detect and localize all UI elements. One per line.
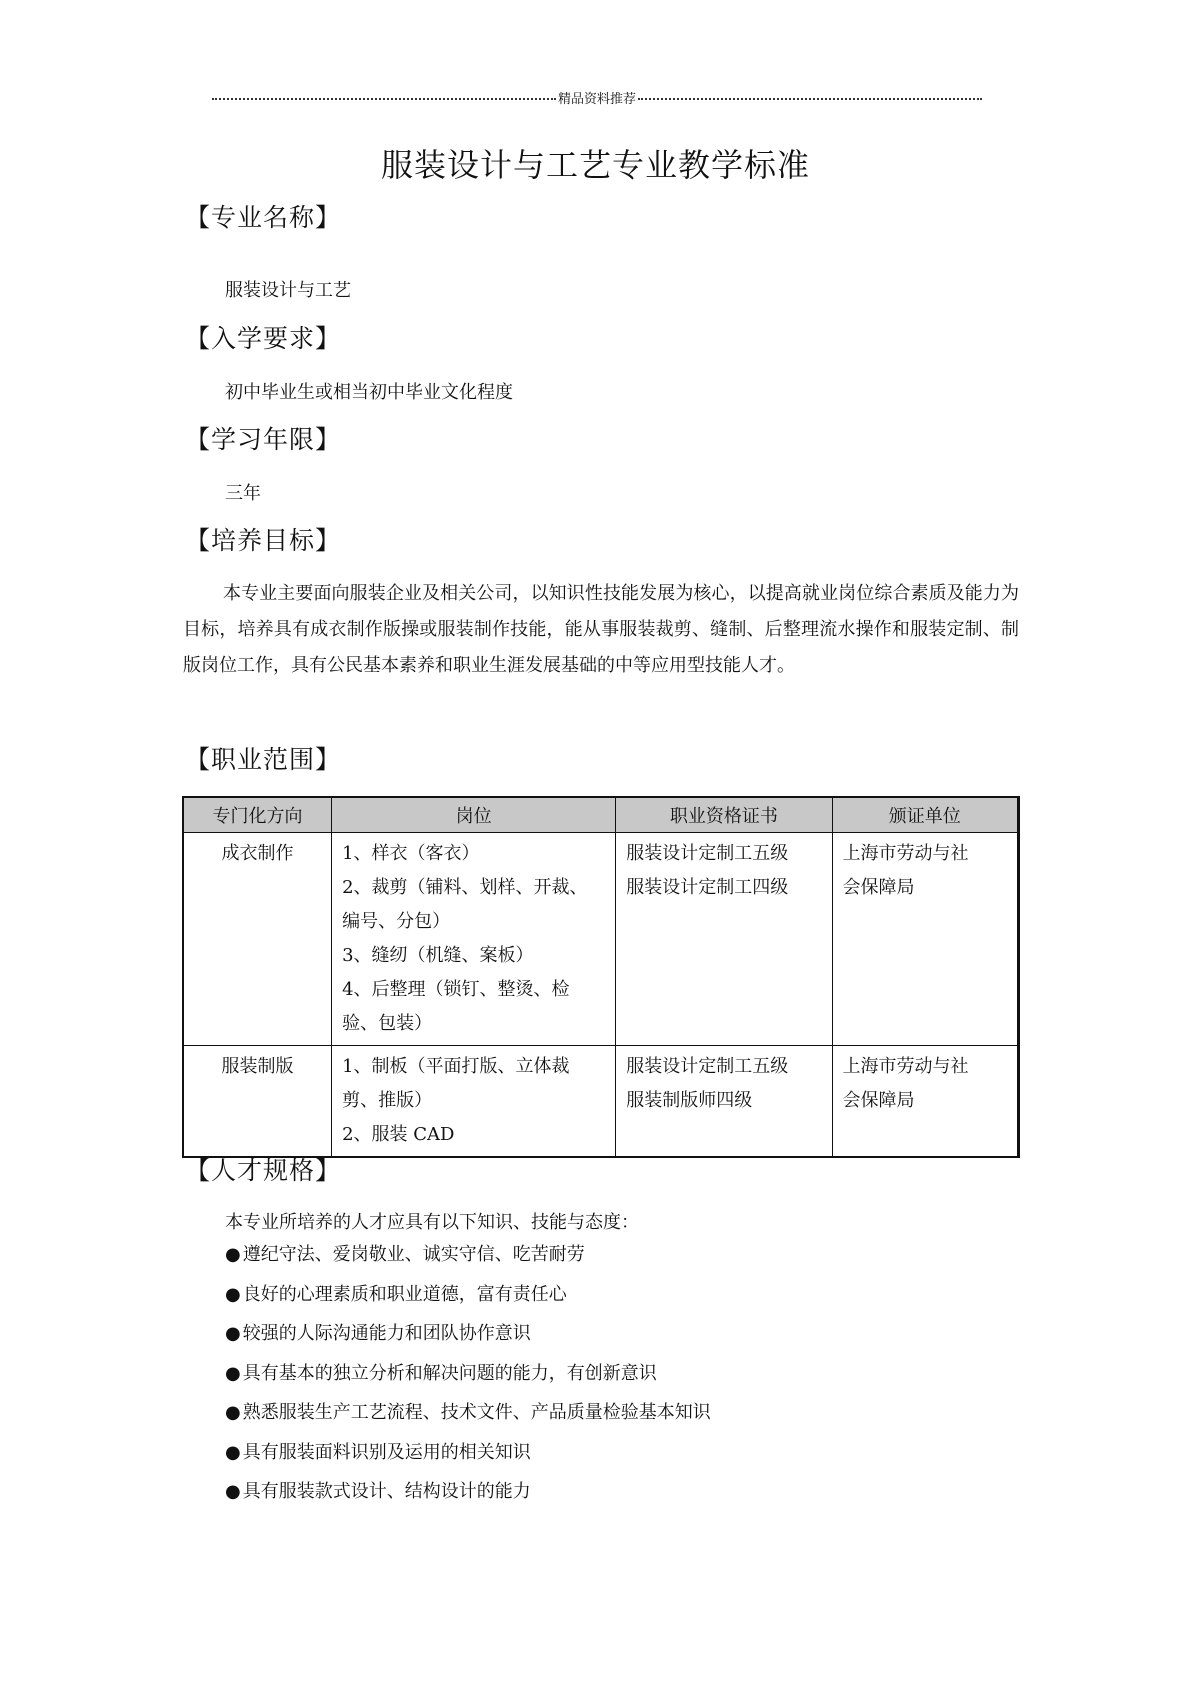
positions-cell	[332, 1046, 616, 1158]
col-header-position: 岗位	[332, 797, 616, 833]
issuer-line: 会保障局	[842, 877, 915, 898]
table-row	[183, 1046, 1019, 1158]
bullet-dot: ●	[225, 1402, 241, 1423]
list-item	[225, 1354, 711, 1394]
list-item-text: 良好的心理素质和职业道德，富有责任心	[242, 1283, 567, 1305]
position-line: 3、缝纫（机缝、案板）	[342, 945, 534, 966]
heading-duration: 【学习年限】	[185, 425, 342, 454]
list-item	[225, 1433, 711, 1473]
major-name-text: 服装设计与工艺	[225, 280, 351, 301]
position-line: 2、裁剪（铺料、划样、开裁、	[342, 877, 588, 898]
list-item	[225, 1275, 711, 1315]
list-item-text: 具有基本的独立分析和解决问题的能力，有创新意识	[242, 1362, 657, 1384]
list-item	[225, 1393, 711, 1433]
admission-text: 初中毕业生或相当初中毕业文化程度	[225, 382, 513, 403]
certificate-line: 服装设计定制工五级	[626, 843, 789, 864]
bullet-dot: ●	[225, 1244, 241, 1265]
certificate-line: 服装制版师四级	[626, 1090, 753, 1111]
list-item-text: 较强的人际沟通能力和团队协作意识	[242, 1323, 531, 1344]
position-line: 验、包装）	[342, 1013, 433, 1034]
bullet-dot: ●	[225, 1481, 241, 1502]
col-header-issuer: 颁证单位	[832, 797, 1018, 833]
page-header	[212, 86, 982, 108]
heading-admission: 【入学要求】	[185, 324, 342, 353]
heading-objective: 【培养目标】	[185, 526, 342, 555]
document-title: 服装设计与工艺专业教学标准	[380, 146, 810, 184]
bullet-dot: ●	[225, 1283, 241, 1305]
career-table-header-row	[183, 797, 1019, 833]
position-line: 编号、分包）	[342, 911, 451, 932]
position-line: 剪、推版）	[342, 1090, 433, 1111]
objective-text: 本专业主要面向服装企业及相关公司，以知识性技能发展为核心，以提高就业岗位综合素质及能力为目标，培养具有成衣制作版操或服装制作技能，能从事服装裁剪、缝制、后整理流水操作和服装定制、制版岗位工作，具有公民基本素养和职业生涯发展基础的中等应用型技能人才。	[183, 583, 1019, 676]
issuer-line: 上海市劳动与社	[842, 1056, 969, 1077]
talent-list	[225, 1235, 711, 1512]
header-text: 精品资料推荐	[558, 91, 637, 107]
bullet-dot: ●	[225, 1323, 241, 1344]
list-item-text: 具有服装款式设计、结构设计的能力	[242, 1481, 531, 1502]
list-item-text: 遵纪守法、爱岗敬业、诚实守信、吃苦耐劳	[242, 1244, 585, 1265]
certificates-cell	[616, 833, 832, 1046]
career-table	[182, 796, 1020, 1158]
col-header-certificate: 职业资格证书	[616, 797, 832, 833]
bullet-dot: ●	[225, 1441, 241, 1463]
certificate-line: 服装设计定制工五级	[626, 1056, 789, 1077]
header-dots-left	[212, 98, 556, 100]
certificate-line: 服装设计定制工四级	[626, 877, 789, 898]
certificates-cell	[616, 1046, 832, 1158]
issuer-line: 会保障局	[842, 1090, 915, 1111]
list-item	[225, 1472, 711, 1512]
duration-text: 三年	[225, 483, 261, 504]
direction-cell: 服装制版	[183, 1046, 332, 1158]
heading-talent: 【人才规格】	[185, 1156, 342, 1185]
positions-cell	[332, 833, 616, 1046]
talent-intro: 本专业所培养的人才应具有以下知识、技能与态度：	[225, 1212, 639, 1233]
position-line: 2、服装 CAD	[342, 1124, 455, 1145]
list-item-text: 具有服装面料识别及运用的相关知识	[242, 1441, 531, 1463]
issuer-cell	[832, 1046, 1018, 1158]
position-line: 4、后整理（锁钉、整烫、检	[342, 979, 570, 1000]
table-row	[183, 833, 1019, 1046]
position-line: 1、样衣（客衣）	[342, 843, 480, 864]
position-line: 1、制板（平面打版、立体裁	[342, 1056, 570, 1077]
list-item	[225, 1235, 711, 1275]
col-header-direction: 专门化方向	[183, 797, 332, 833]
heading-career: 【职业范围】	[185, 745, 342, 774]
list-item	[225, 1314, 711, 1354]
heading-major-name: 【专业名称】	[185, 203, 342, 232]
direction-cell: 成衣制作	[183, 833, 332, 1046]
bullet-dot: ●	[225, 1362, 241, 1384]
issuer-cell	[832, 833, 1018, 1046]
header-dots-right	[638, 98, 982, 100]
issuer-line: 上海市劳动与社	[842, 843, 969, 864]
list-item-text: 熟悉服装生产工艺流程、技术文件、产品质量检验基本知识	[242, 1402, 711, 1423]
